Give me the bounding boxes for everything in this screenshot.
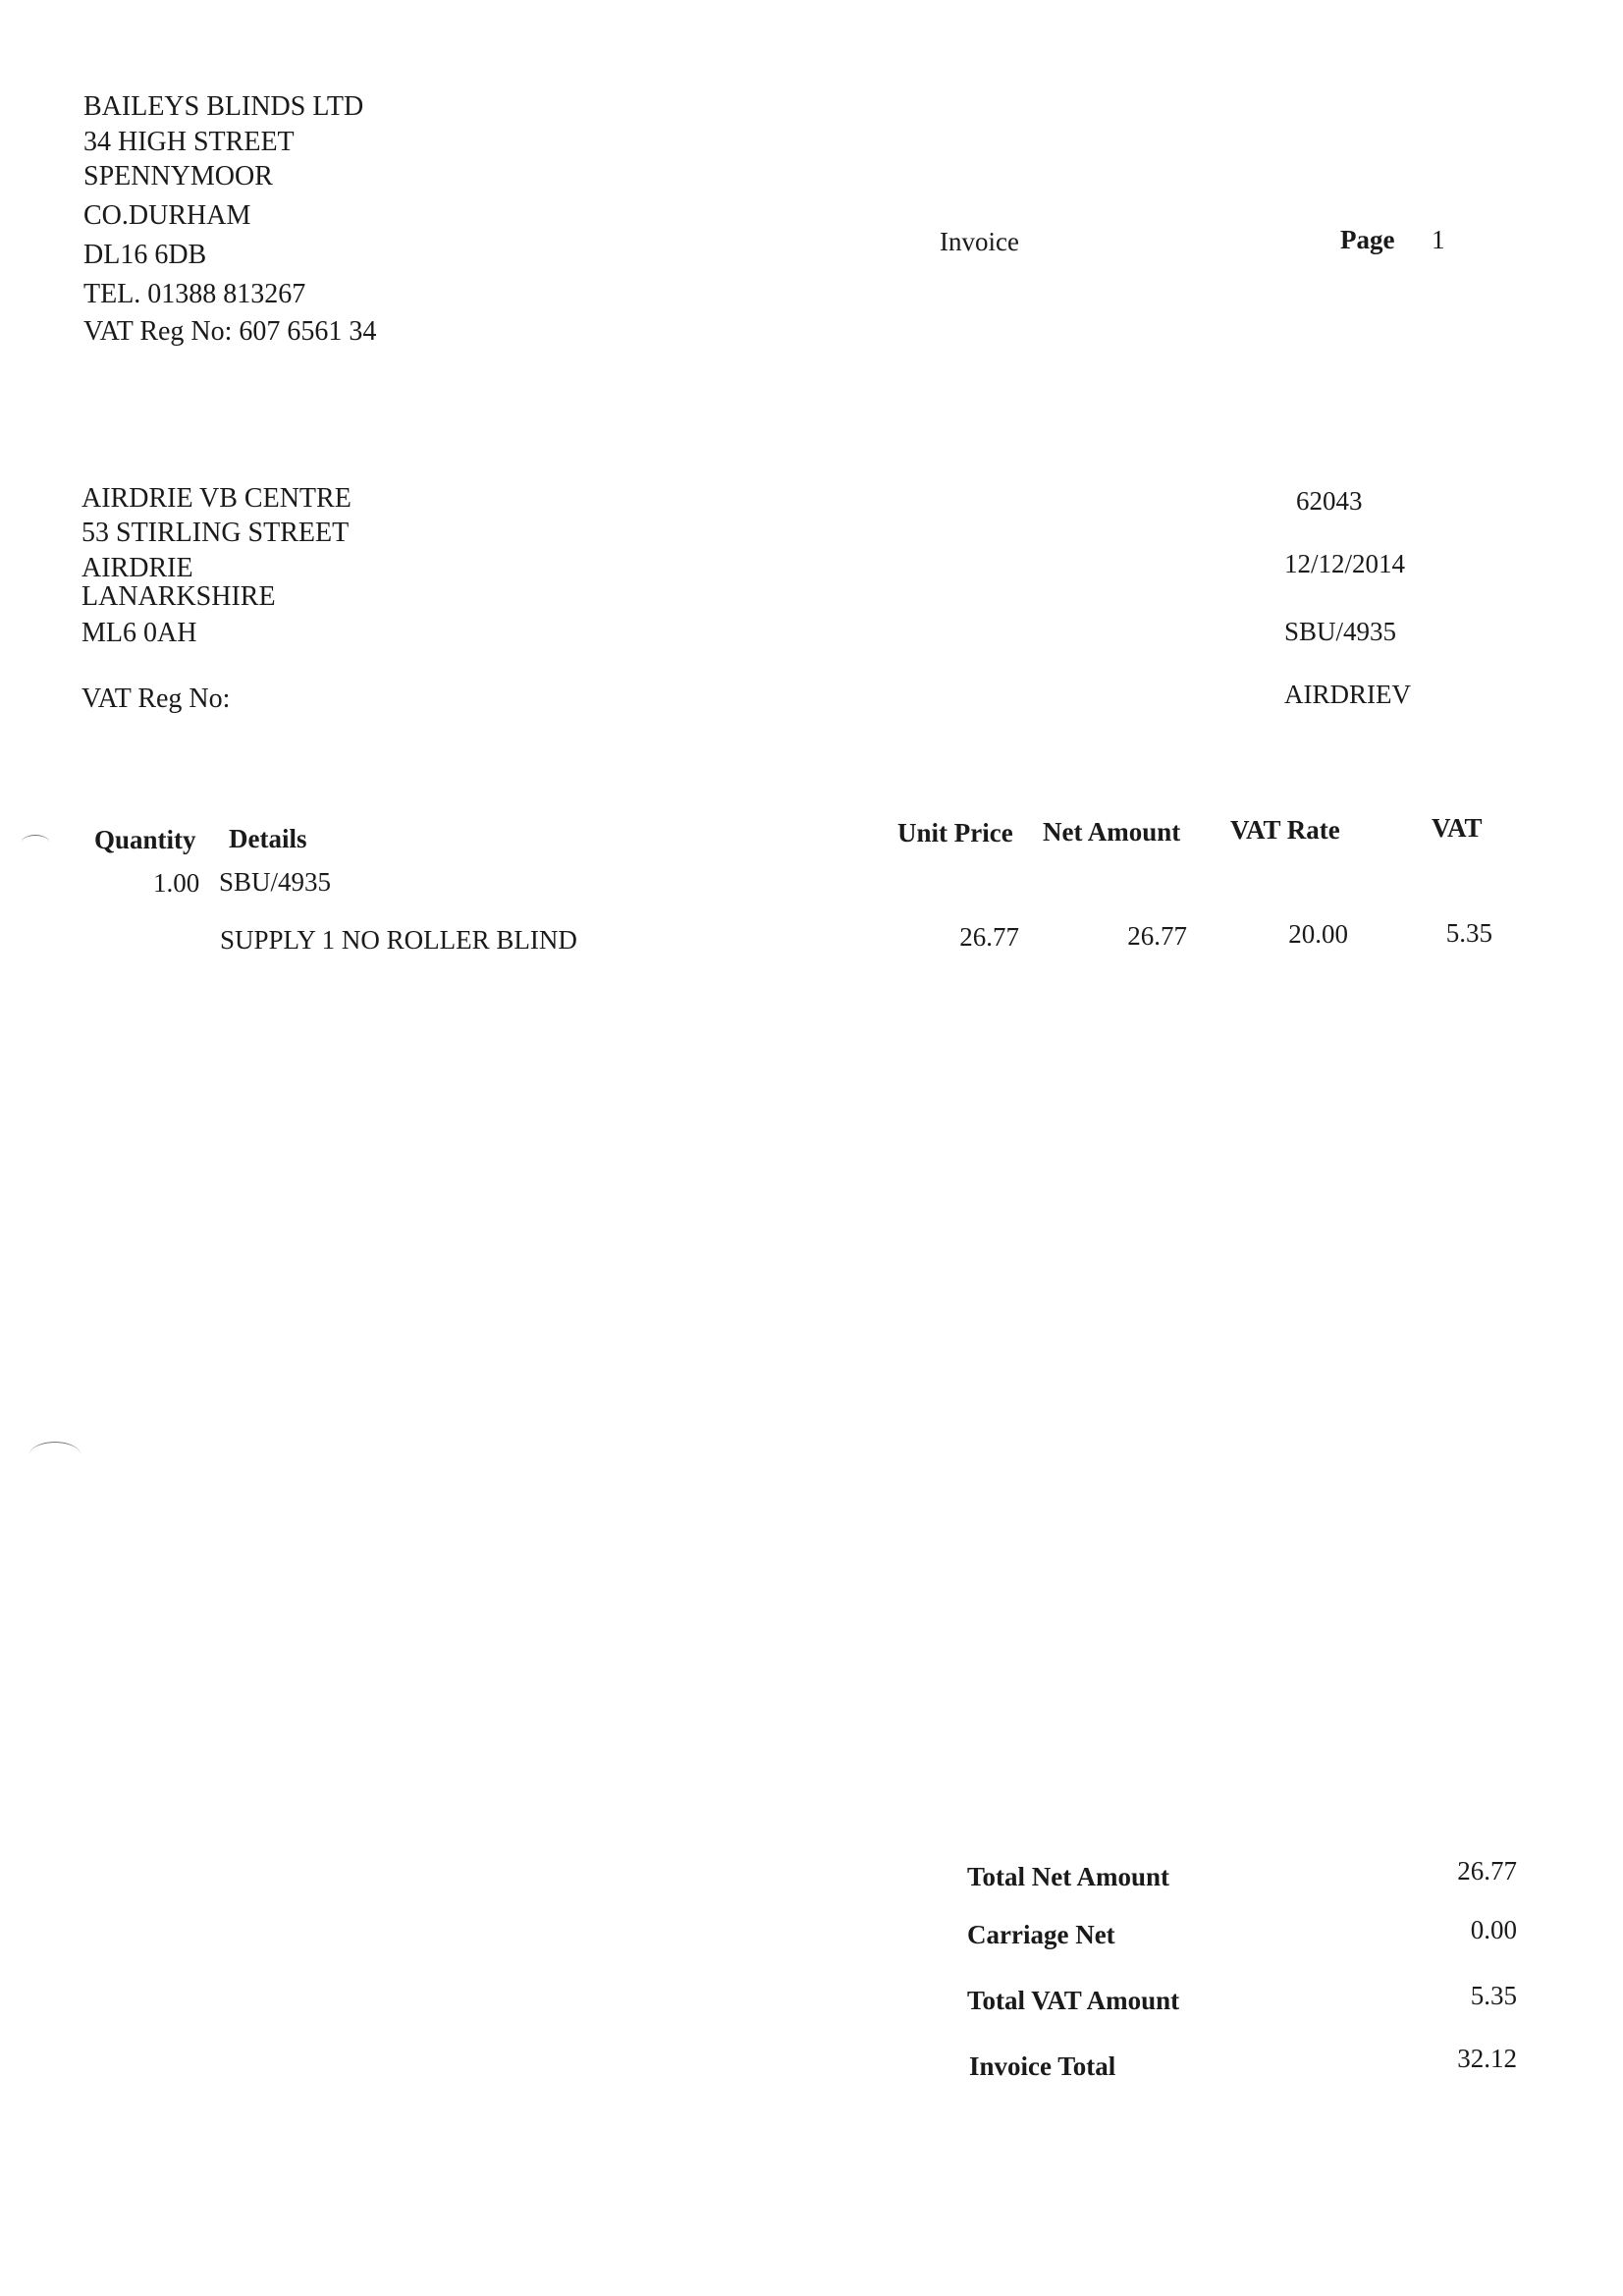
supplier-vat-reg: VAT Reg No: 607 6561 34 [83, 316, 377, 347]
header-unit-price: Unit Price [897, 818, 1013, 847]
invoice-total-label: Invoice Total [969, 2051, 1116, 2081]
header-vat: VAT [1432, 813, 1483, 843]
supplier-address-line-1: 34 HIGH STREET [83, 127, 295, 157]
supplier-tel: TEL. 01388 813267 [83, 279, 306, 309]
page-label: Page [1340, 225, 1395, 254]
line-vat-rate: 20.00 [1288, 919, 1348, 949]
order-reference: SBU/4935 [1284, 617, 1397, 646]
line-quantity: 1.00 [153, 868, 200, 898]
customer-vat-reg: VAT Reg No: [81, 683, 231, 714]
invoice-date: 12/12/2014 [1284, 549, 1406, 578]
carriage-label: Carriage Net [967, 1920, 1115, 1949]
invoice-number: 62043 [1296, 486, 1363, 516]
header-details: Details [229, 824, 307, 853]
supplier-address-line-2: SPENNYMOOR [83, 161, 273, 191]
customer-address-line-1: 53 STIRLING STREET [81, 518, 350, 548]
supplier-postcode: DL16 6DB [83, 240, 207, 270]
line-reference: SBU/4935 [219, 867, 332, 897]
line-vat: 5.35 [1445, 918, 1492, 948]
total-net-label: Total Net Amount [967, 1862, 1170, 1891]
supplier-address-line-3: CO.DURHAM [83, 200, 251, 231]
carriage-value: 0.00 [1470, 1915, 1517, 1944]
account-code: AIRDRIEV [1284, 680, 1411, 709]
document-type-label: Invoice [940, 227, 1019, 256]
line-unit-price: 26.77 [959, 922, 1019, 952]
header-vat-rate: VAT Rate [1230, 815, 1340, 845]
page-number: 1 [1432, 225, 1445, 254]
total-net-value: 26.77 [1457, 1856, 1517, 1886]
scan-mark [22, 835, 49, 849]
line-net-amount: 26.77 [1127, 921, 1187, 951]
customer-address-line-2: AIRDRIE [81, 553, 193, 583]
total-vat-value: 5.35 [1470, 1981, 1517, 2010]
invoice-total-value: 32.12 [1457, 2044, 1517, 2073]
header-net-amount: Net Amount [1043, 817, 1181, 847]
line-description: SUPPLY 1 NO ROLLER BLIND [220, 925, 577, 955]
total-vat-label: Total VAT Amount [967, 1986, 1180, 2015]
punch-hole-mark [29, 1442, 81, 1468]
customer-postcode: ML6 0AH [81, 618, 197, 648]
header-quantity: Quantity [94, 825, 196, 854]
customer-address-line-3: LANARKSHIRE [81, 581, 276, 612]
customer-name: AIRDRIE VB CENTRE [81, 483, 352, 514]
supplier-name: BAILEYS BLINDS LTD [83, 91, 364, 122]
